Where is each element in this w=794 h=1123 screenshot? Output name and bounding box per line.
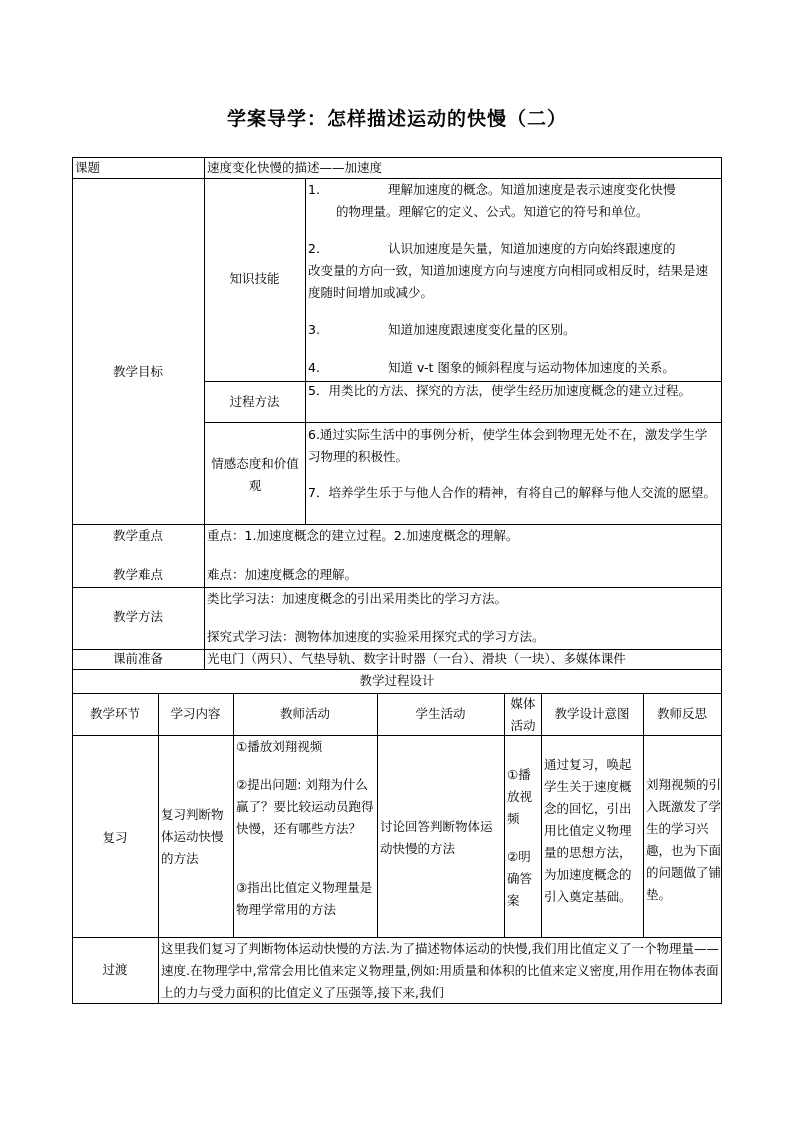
review-media-2: ②明确答案 — [507, 849, 533, 908]
focus-diff-label: 教学难点 — [112, 567, 163, 582]
goals-label: 教学目标 — [112, 364, 163, 379]
transition-stage: 过渡 — [102, 962, 128, 977]
process-text: 5．用类比的方法、探究的方法，使学生经历加速度概念的建立过程。 — [308, 383, 691, 398]
knowledge-item-3: 3. 知道加速度跟速度变化量的区别。 — [308, 322, 576, 337]
emotion-item-6: 6.通过实际生活中的事例分析，使学生体会到物理无处不在，激发学生学习物理的积极性。 — [308, 427, 708, 464]
review-reflection: 刘翔视频的引入既激发了学生的学习兴趣，也为下面的问题做了铺垫。 — [646, 777, 722, 902]
review-stage: 复习 — [102, 830, 128, 845]
process-label: 过程方法 — [229, 394, 280, 409]
prep-label: 课前准备 — [112, 651, 163, 666]
topic-value: 速度变化快慢的描述——加速度 — [207, 160, 383, 175]
method-item-2: 探究式学习法：测物体加速度的实验采用探究式的学习方法。 — [207, 629, 545, 644]
page-title: 学案导学：怎样描述运动的快慢（二） — [226, 108, 567, 130]
review-teacher-2: ②提出问题: 刘翔为什么赢了？要比较运动员跑得快慢，还有哪些方法？ — [236, 777, 374, 836]
col-intent: 教学设计意图 — [554, 706, 630, 721]
design-header: 教学过程设计 — [359, 673, 435, 688]
focus-diff-text: 难点：加速度概念的理解。 — [207, 567, 358, 582]
method-label: 教学方法 — [112, 609, 163, 624]
knowledge-item-2-cont: 改变量的方向一致，知道加速度方向与速度方向相同或相反时，结果是速度随时间增加或减少。 — [308, 263, 709, 300]
col-stage: 教学环节 — [89, 706, 140, 721]
emotion-label: 情感态度和价值观 — [211, 456, 299, 493]
col-student: 学生活动 — [415, 706, 466, 721]
col-teacher: 教师活动 — [279, 706, 330, 721]
review-intent: 通过复习，唤起学生关于速度概念的回忆，引出用比值定义物理量的思想方法，为加速度概念的引入奠定基础。 — [544, 757, 632, 904]
knowledge-label: 知识技能 — [229, 271, 280, 286]
focus-key-text: 重点：1.加速度概念的建立过程。2.加速度概念的理解。 — [207, 528, 519, 543]
knowledge-item-4: 4. 知道 v-t 图象的倾斜程度与运动物体加速度的关系。 — [308, 360, 675, 375]
transition-text: 这里我们复习了判断物体运动快慢的方法.为了描述物体运动的快慢,我们用比值定义了一个物理量——速度.在物理学中,常常会用比值来定义物理量,例如:用质量和体积的比值来定义密度,用作用在物体表面上的力与受力面积的比值定义了压强等,接下来,我们 — [161, 941, 719, 1000]
col-reflection: 教师反思 — [656, 706, 707, 721]
knowledge-item-1: 1. 理解加速度的概念。知道加速度是表示速度变化快慢 — [308, 182, 676, 197]
focus-key-label: 教学重点 — [112, 528, 163, 543]
topic-label: 课题 — [75, 160, 101, 175]
col-content: 学习内容 — [170, 706, 221, 721]
review-student: 讨论回答判断物体运动快慢的方法 — [380, 819, 493, 856]
method-item-1: 类比学习法：加速度概念的引出采用类比的学习方法。 — [207, 591, 508, 606]
emotion-item-7: 7．培养学生乐于与他人合作的精神，有将自己的解释与他人交流的愿望。 — [308, 485, 716, 500]
col-media: 媒体活动 — [510, 696, 536, 733]
review-media-1: ①播放视频 — [507, 767, 533, 826]
review-content: 复习判断物体运动快慢的方法 — [161, 807, 224, 866]
knowledge-item-2: 2. 认识加速度是矢量，知道加速度的方向始终跟速度的 — [308, 241, 676, 256]
review-teacher-1: ①播放刘翔视频 — [236, 739, 323, 754]
knowledge-item-1-cont: 的物理量。理解它的定义、公式。知道它的符号和单位。 — [336, 204, 649, 219]
prep-value: 光电门（两只）、气垫导轨、数字计时器（一台）、滑块（一块）、多媒体课件 — [207, 651, 626, 666]
review-teacher-3: ③指出比值定义物理量是物理学常用的方法 — [236, 880, 373, 917]
